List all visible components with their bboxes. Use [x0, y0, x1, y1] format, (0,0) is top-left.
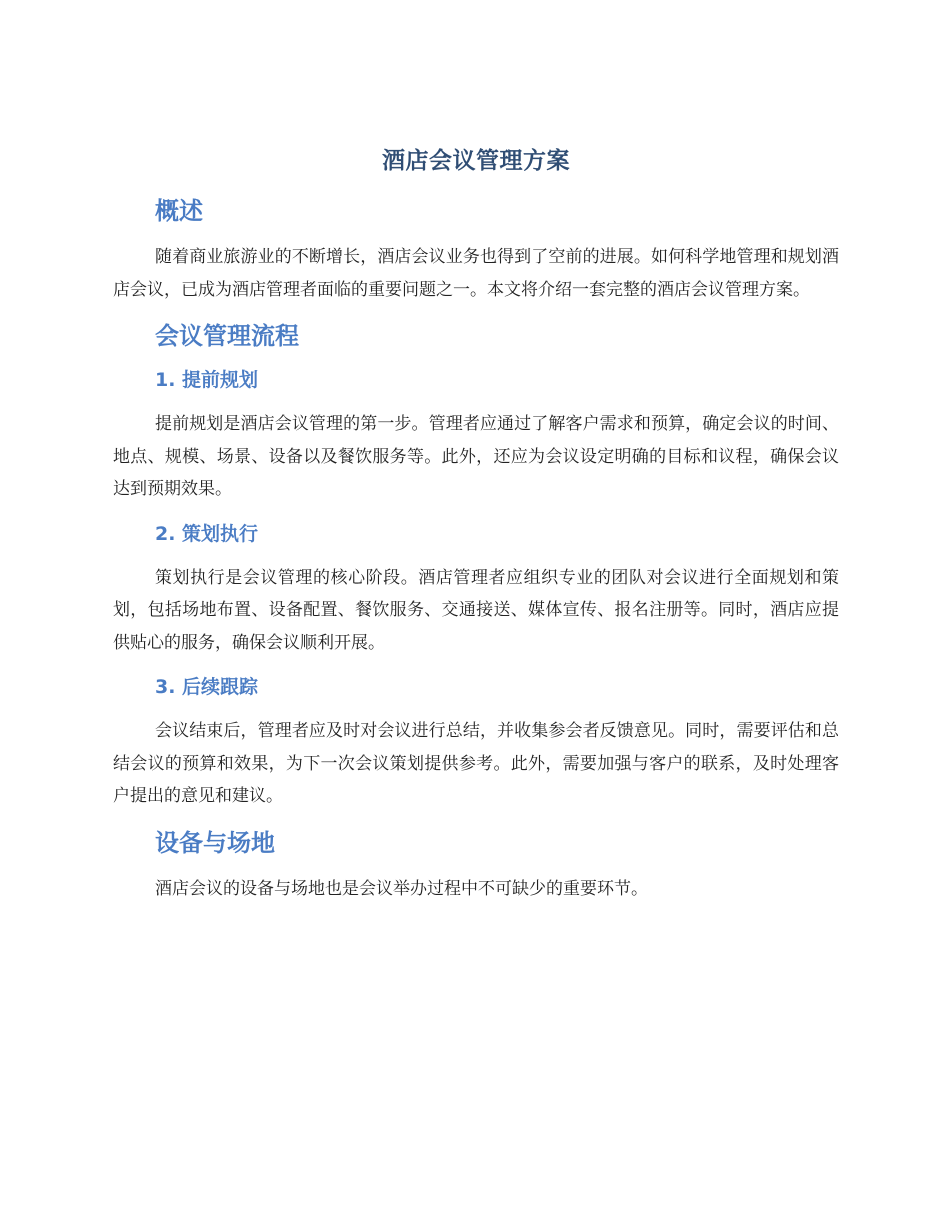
section-heading-equipment: 设备与场地	[155, 828, 275, 857]
section-heading-overview: 概述	[155, 197, 203, 225]
document-title: 酒店会议管理方案	[382, 148, 570, 174]
equipment-paragraph: 酒店会议的设备与场地也是会议举办过程中不可缺少的重要环节。	[155, 878, 648, 899]
step-paragraph-execution: 策划执行是会议管理的核心阶段。酒店管理者应组织专业的团队对会议进行全面规划和策划，包括场地布置、设备配置、餐饮服务、交通接送、媒体宣传、报名注册等。同时，酒店应提供贴心的服务，确保会议顺利开展。	[113, 567, 839, 653]
section-heading-process: 会议管理流程	[155, 322, 299, 350]
step-paragraph-planning: 提前规划是酒店会议管理的第一步。管理者应通过了解客户需求和预算，确定会议的时间、地点、规模、场景、设备以及餐饮服务等。此外，还应为会议设定明确的目标和议程，确保会议达到预期效果。	[113, 414, 839, 499]
step-heading-followup: 3. 后续跟踪	[155, 676, 259, 698]
step-heading-execution: 2. 策划执行	[155, 522, 259, 545]
overview-paragraph: 随着商业旅游业的不断增长，酒店会议业务也得到了空前的进展。如何科学地管理和规划酒店会议，已成为酒店管理者面临的重要问题之一。本文将介绍一套完整的酒店会议管理方案。	[113, 247, 839, 300]
step-paragraph-followup: 会议结束后，管理者应及时对会议进行总结，并收集参会者反馈意见。同时，需要评估和总结会议的预算和效果，为下一次会议策划提供参考。此外，需要加强与客户的联系，及时处理客户提出的意见和建议。	[113, 721, 839, 806]
step-heading-planning: 1. 提前规划	[155, 369, 259, 391]
document-page	[113, 142, 839, 919]
